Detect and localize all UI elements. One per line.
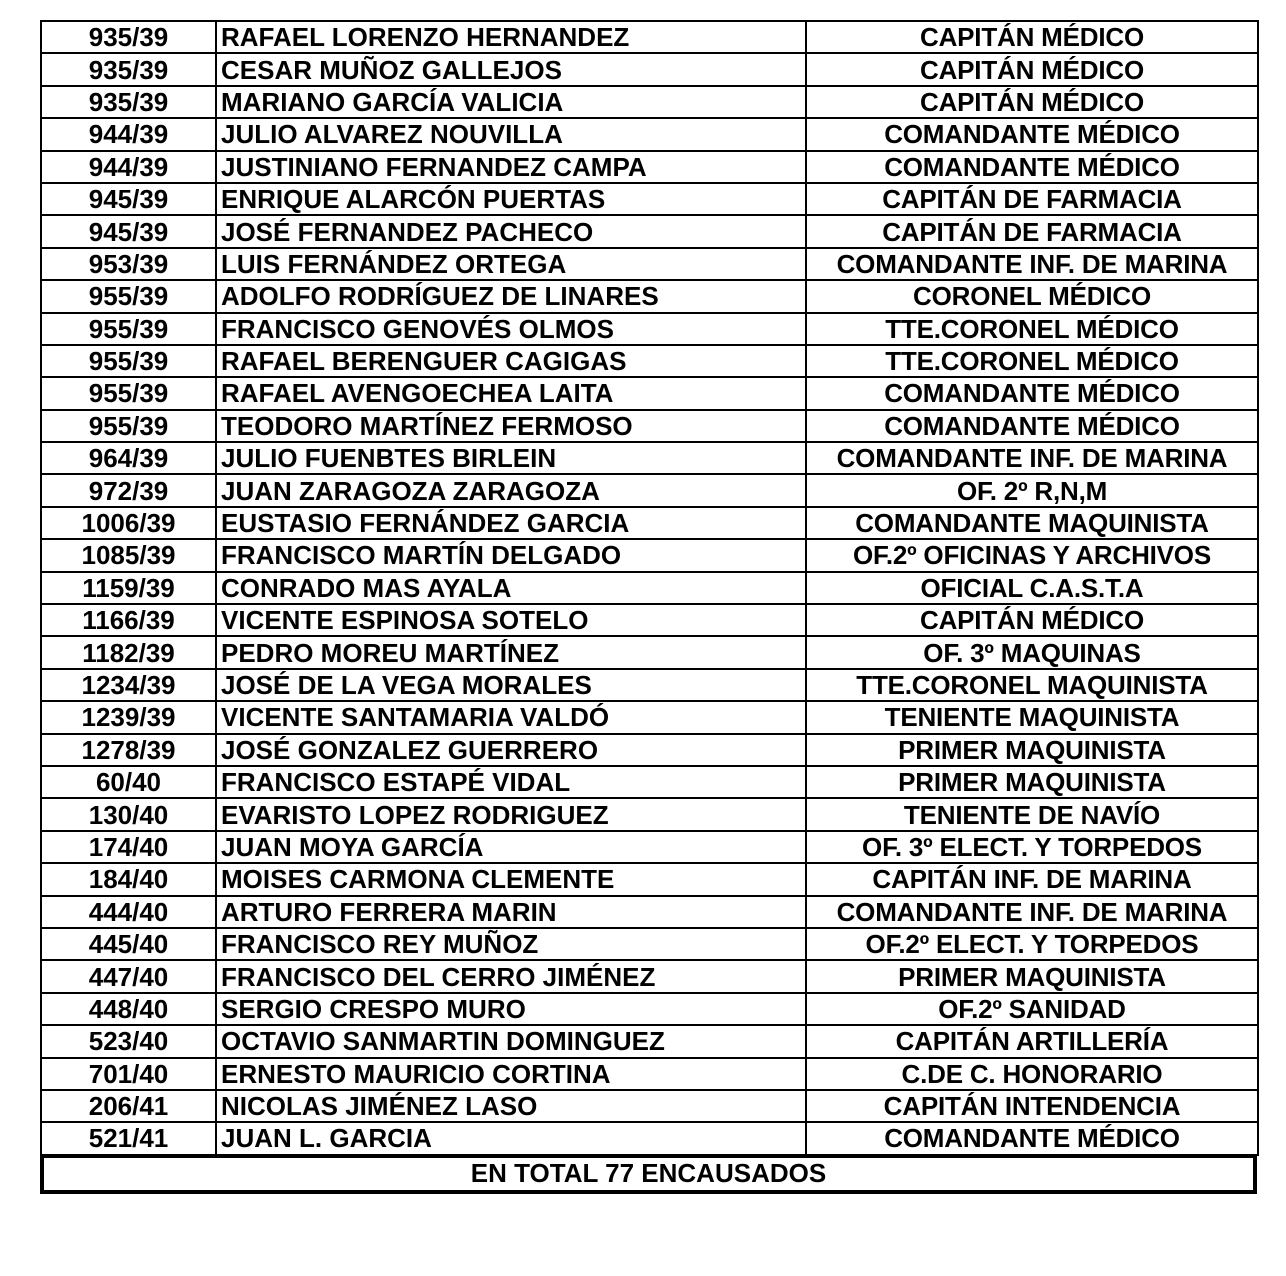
- case-number-cell: 523/40: [41, 1025, 216, 1057]
- defendant-name-cell: ADOLFO RODRÍGUEZ DE LINARES: [216, 280, 806, 312]
- case-number-cell: 130/40: [41, 798, 216, 830]
- table-row: [41, 636, 1258, 668]
- table-row: [41, 896, 1258, 928]
- rank-cell: OFICIAL C.A.S.T.A: [806, 572, 1258, 604]
- table-row: [41, 572, 1258, 604]
- case-number-cell: 1239/39: [41, 701, 216, 733]
- table-row: [41, 377, 1258, 409]
- table-row: [41, 118, 1258, 150]
- case-number-cell: 60/40: [41, 766, 216, 798]
- defendant-name-cell: JULIO ALVAREZ NOUVILLA: [216, 118, 806, 150]
- case-number-cell: 953/39: [41, 248, 216, 280]
- table-row: [41, 1090, 1258, 1122]
- rank-cell: COMANDANTE INF. DE MARINA: [806, 442, 1258, 474]
- defendant-name-cell: CONRADO MAS AYALA: [216, 572, 806, 604]
- defendant-name-cell: MARIANO GARCÍA VALICIA: [216, 86, 806, 118]
- table-row: [41, 410, 1258, 442]
- table-row: [41, 280, 1258, 312]
- rank-cell: TTE.CORONEL MAQUINISTA: [806, 669, 1258, 701]
- defendant-name-cell: MOISES CARMONA CLEMENTE: [216, 863, 806, 895]
- rank-cell: TENIENTE DE NAVÍO: [806, 798, 1258, 830]
- defendant-name-cell: PEDRO MOREU MARTÍNEZ: [216, 636, 806, 668]
- rank-cell: CAPITÁN MÉDICO: [806, 604, 1258, 636]
- defendant-name-cell: FRANCISCO REY MUÑOZ: [216, 928, 806, 960]
- case-number-cell: 935/39: [41, 86, 216, 118]
- rank-cell: CAPITÁN MÉDICO: [806, 86, 1258, 118]
- rank-cell: OF. 2º R,N,M: [806, 474, 1258, 506]
- table-row: [41, 215, 1258, 247]
- case-number-cell: 447/40: [41, 960, 216, 992]
- case-number-cell: 1278/39: [41, 734, 216, 766]
- defendant-name-cell: JUAN MOYA GARCÍA: [216, 831, 806, 863]
- defendant-name-cell: TEODORO MARTÍNEZ FERMOSO: [216, 410, 806, 442]
- defendant-name-cell: CESAR MUÑOZ GALLEJOS: [216, 53, 806, 85]
- case-number-cell: 174/40: [41, 831, 216, 863]
- table-row: [41, 701, 1258, 733]
- defendant-name-cell: EVARISTO LOPEZ RODRIGUEZ: [216, 798, 806, 830]
- case-number-cell: 955/39: [41, 377, 216, 409]
- defendant-name-cell: FRANCISCO MARTÍN DELGADO: [216, 539, 806, 571]
- rank-cell: CAPITÁN MÉDICO: [806, 53, 1258, 85]
- table-row: [41, 1122, 1258, 1154]
- case-number-cell: 955/39: [41, 280, 216, 312]
- defendant-name-cell: JUAN L. GARCIA: [216, 1122, 806, 1154]
- table-row: [41, 734, 1258, 766]
- records-table-body: [41, 21, 1258, 1155]
- case-number-cell: 972/39: [41, 474, 216, 506]
- case-number-cell: 944/39: [41, 118, 216, 150]
- rank-cell: OF.2º SANIDAD: [806, 993, 1258, 1025]
- case-number-cell: 448/40: [41, 993, 216, 1025]
- defendant-name-cell: JUSTINIANO FERNANDEZ CAMPA: [216, 151, 806, 183]
- table-row: [41, 831, 1258, 863]
- rank-cell: CAPITÁN DE FARMACIA: [806, 215, 1258, 247]
- table-row: [41, 183, 1258, 215]
- case-number-cell: 445/40: [41, 928, 216, 960]
- table-row: [41, 313, 1258, 345]
- table-row: [41, 766, 1258, 798]
- table-row: [41, 151, 1258, 183]
- rank-cell: COMANDANTE INF. DE MARINA: [806, 248, 1258, 280]
- case-number-cell: 206/41: [41, 1090, 216, 1122]
- total-row: EN TOTAL 77 ENCAUSADOS: [40, 1156, 1257, 1194]
- rank-cell: COMANDANTE MAQUINISTA: [806, 507, 1258, 539]
- case-number-cell: 1182/39: [41, 636, 216, 668]
- rank-cell: CAPITÁN INF. DE MARINA: [806, 863, 1258, 895]
- rank-cell: OF.2º OFICINAS Y ARCHIVOS: [806, 539, 1258, 571]
- table-row: [41, 993, 1258, 1025]
- rank-cell: COMANDANTE MÉDICO: [806, 118, 1258, 150]
- case-number-cell: 184/40: [41, 863, 216, 895]
- table-row: [41, 960, 1258, 992]
- defendant-name-cell: JOSÉ FERNANDEZ PACHECO: [216, 215, 806, 247]
- table-row: [41, 1025, 1258, 1057]
- defendant-name-cell: ERNESTO MAURICIO CORTINA: [216, 1058, 806, 1090]
- defendant-name-cell: FRANCISCO DEL CERRO JIMÉNEZ: [216, 960, 806, 992]
- table-row: [41, 798, 1258, 830]
- rank-cell: CORONEL MÉDICO: [806, 280, 1258, 312]
- table-row: [41, 669, 1258, 701]
- case-number-cell: 1159/39: [41, 572, 216, 604]
- defendant-name-cell: RAFAEL LORENZO HERNANDEZ: [216, 21, 806, 53]
- rank-cell: C.DE C. HONORARIO: [806, 1058, 1258, 1090]
- table-row: [41, 86, 1258, 118]
- defendant-name-cell: JULIO FUENBTES BIRLEIN: [216, 442, 806, 474]
- defendant-name-cell: VICENTE ESPINOSA SOTELO: [216, 604, 806, 636]
- table-row: [41, 53, 1258, 85]
- case-number-cell: 945/39: [41, 183, 216, 215]
- table-row: [41, 21, 1258, 53]
- table-row: [41, 604, 1258, 636]
- defendant-name-cell: NICOLAS JIMÉNEZ LASO: [216, 1090, 806, 1122]
- rank-cell: CAPITÁN ARTILLERÍA: [806, 1025, 1258, 1057]
- table-row: [41, 474, 1258, 506]
- rank-cell: PRIMER MAQUINISTA: [806, 960, 1258, 992]
- defendant-name-cell: SERGIO CRESPO MURO: [216, 993, 806, 1025]
- case-number-cell: 521/41: [41, 1122, 216, 1154]
- table-row: [41, 928, 1258, 960]
- rank-cell: TENIENTE MAQUINISTA: [806, 701, 1258, 733]
- rank-cell: COMANDANTE MÉDICO: [806, 377, 1258, 409]
- defendant-name-cell: FRANCISCO GENOVÉS OLMOS: [216, 313, 806, 345]
- table-row: [41, 248, 1258, 280]
- defendant-name-cell: JOSÉ GONZALEZ GUERRERO: [216, 734, 806, 766]
- case-number-cell: 1006/39: [41, 507, 216, 539]
- defendant-name-cell: OCTAVIO SANMARTIN DOMINGUEZ: [216, 1025, 806, 1057]
- rank-cell: CAPITÁN INTENDENCIA: [806, 1090, 1258, 1122]
- rank-cell: OF. 3º MAQUINAS: [806, 636, 1258, 668]
- defendant-name-cell: EUSTASIO FERNÁNDEZ GARCIA: [216, 507, 806, 539]
- case-number-cell: 964/39: [41, 442, 216, 474]
- case-number-cell: 955/39: [41, 313, 216, 345]
- rank-cell: PRIMER MAQUINISTA: [806, 766, 1258, 798]
- rank-cell: OF. 3º ELECT. Y TORPEDOS: [806, 831, 1258, 863]
- case-number-cell: 955/39: [41, 345, 216, 377]
- defendant-name-cell: LUIS FERNÁNDEZ ORTEGA: [216, 248, 806, 280]
- table-row: [41, 539, 1258, 571]
- rank-cell: COMANDANTE MÉDICO: [806, 410, 1258, 442]
- case-number-cell: 701/40: [41, 1058, 216, 1090]
- case-number-cell: 1085/39: [41, 539, 216, 571]
- rank-cell: COMANDANTE MÉDICO: [806, 1122, 1258, 1154]
- case-number-cell: 1166/39: [41, 604, 216, 636]
- records-table: [40, 20, 1259, 1156]
- defendant-name-cell: VICENTE SANTAMARIA VALDÓ: [216, 701, 806, 733]
- rank-cell: TTE.CORONEL MÉDICO: [806, 345, 1258, 377]
- table-row: [41, 863, 1258, 895]
- case-number-cell: 944/39: [41, 151, 216, 183]
- defendant-name-cell: ENRIQUE ALARCÓN PUERTAS: [216, 183, 806, 215]
- case-number-cell: 955/39: [41, 410, 216, 442]
- defendant-name-cell: JOSÉ DE LA VEGA MORALES: [216, 669, 806, 701]
- table-row: [41, 507, 1258, 539]
- rank-cell: TTE.CORONEL MÉDICO: [806, 313, 1258, 345]
- case-number-cell: 444/40: [41, 896, 216, 928]
- case-number-cell: 945/39: [41, 215, 216, 247]
- rank-cell: CAPITÁN MÉDICO: [806, 21, 1258, 53]
- table-row: [41, 1058, 1258, 1090]
- case-number-cell: 935/39: [41, 21, 216, 53]
- document-sheet: [40, 20, 1257, 1194]
- table-row: [41, 442, 1258, 474]
- table-row: [41, 345, 1258, 377]
- defendant-name-cell: ARTURO FERRERA MARIN: [216, 896, 806, 928]
- rank-cell: PRIMER MAQUINISTA: [806, 734, 1258, 766]
- defendant-name-cell: RAFAEL BERENGUER CAGIGAS: [216, 345, 806, 377]
- defendant-name-cell: FRANCISCO ESTAPÉ VIDAL: [216, 766, 806, 798]
- defendant-name-cell: JUAN ZARAGOZA ZARAGOZA: [216, 474, 806, 506]
- rank-cell: COMANDANTE INF. DE MARINA: [806, 896, 1258, 928]
- rank-cell: OF.2º ELECT. Y TORPEDOS: [806, 928, 1258, 960]
- case-number-cell: 1234/39: [41, 669, 216, 701]
- rank-cell: CAPITÁN DE FARMACIA: [806, 183, 1258, 215]
- case-number-cell: 935/39: [41, 53, 216, 85]
- rank-cell: COMANDANTE MÉDICO: [806, 151, 1258, 183]
- defendant-name-cell: RAFAEL AVENGOECHEA LAITA: [216, 377, 806, 409]
